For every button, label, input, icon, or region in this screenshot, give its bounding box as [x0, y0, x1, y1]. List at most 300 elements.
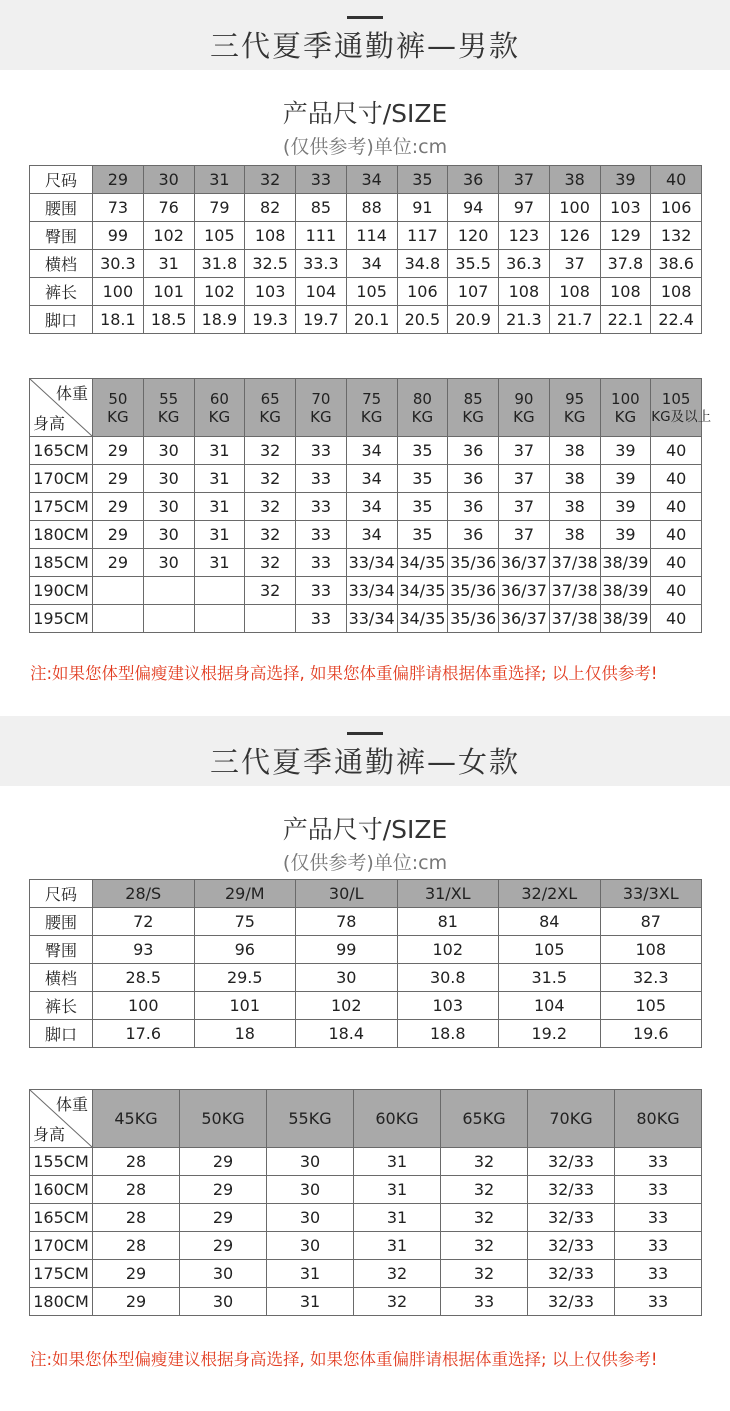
fit-size-cell: 32: [245, 465, 296, 493]
height-label-cell: 175CM: [30, 1260, 93, 1288]
height-label-cell: 170CM: [30, 465, 93, 493]
measure-value-cell: 73: [93, 194, 144, 222]
fit-size-cell: [194, 605, 245, 633]
measure-value-cell: 19.7: [296, 306, 347, 334]
measure-value-cell: 88: [346, 194, 397, 222]
measure-value-cell: 28.5: [93, 964, 195, 992]
fit-size-cell: 28: [93, 1204, 180, 1232]
men-banner: [0, 0, 730, 70]
measure-value-cell: 96: [194, 936, 296, 964]
fit-size-cell: 38: [549, 521, 600, 549]
fit-size-cell: 31: [194, 521, 245, 549]
fit-size-cell: 32: [441, 1176, 528, 1204]
fit-size-cell: 30: [267, 1176, 354, 1204]
fit-size-cell: 40: [651, 577, 702, 605]
measure-value-cell: 102: [194, 278, 245, 306]
measure-header-row: [30, 880, 702, 908]
weight-header-cell: [143, 379, 194, 437]
fit-size-cell: 37/38: [549, 549, 600, 577]
fit-size-cell: 32: [441, 1148, 528, 1176]
fit-size-cell: 32: [245, 493, 296, 521]
fit-row: [30, 493, 702, 521]
fit-size-cell: 33: [296, 437, 347, 465]
measure-value-cell: 19.2: [499, 1020, 601, 1048]
measure-value-cell: 87: [600, 908, 702, 936]
fit-size-cell: 33/34: [346, 549, 397, 577]
measure-row: [30, 992, 702, 1020]
fit-size-cell: 31: [194, 465, 245, 493]
fit-size-cell: [245, 605, 296, 633]
measure-value-cell: 32.5: [245, 250, 296, 278]
measure-value-cell: 105: [600, 992, 702, 1020]
measure-row: [30, 222, 702, 250]
size-header-cell: 35: [397, 166, 448, 194]
height-label-cell: 180CM: [30, 1288, 93, 1316]
fit-size-cell: 31: [354, 1148, 441, 1176]
measure-value-cell: 100: [93, 278, 144, 306]
measure-label-cell: 臀围: [30, 222, 93, 250]
measure-value-cell: 76: [143, 194, 194, 222]
weight-header-cell: [448, 379, 499, 437]
fit-size-cell: 32: [441, 1232, 528, 1260]
fit-size-cell: 35: [397, 465, 448, 493]
fit-size-cell: 40: [651, 493, 702, 521]
weight-unit: KG: [259, 407, 281, 426]
weight-unit: KG: [513, 407, 535, 426]
measure-value-cell: 104: [296, 278, 347, 306]
measure-value-cell: 123: [499, 222, 550, 250]
fit-size-cell: 36: [448, 465, 499, 493]
height-label-cell: 180CM: [30, 521, 93, 549]
measure-row: [30, 194, 702, 222]
fit-size-cell: 28: [93, 1176, 180, 1204]
fit-row: [30, 1232, 702, 1260]
men-size-title: 产品尺寸/SIZE: [282, 99, 448, 128]
men-measure-table: [29, 165, 702, 334]
size-header-cell: 32: [245, 166, 296, 194]
size-header-cell: 40: [651, 166, 702, 194]
measure-label-cell: 横档: [30, 964, 93, 992]
fit-size-cell: 33: [296, 493, 347, 521]
measure-label-cell: 腰围: [30, 908, 93, 936]
measure-value-cell: 100: [549, 194, 600, 222]
weight-unit: KG: [411, 407, 434, 426]
fit-row: [30, 1148, 702, 1176]
measure-value-cell: 18: [194, 1020, 296, 1048]
weight-value: 55: [159, 389, 179, 408]
fit-size-cell: 31: [194, 493, 245, 521]
size-header-cell: 29/M: [194, 880, 296, 908]
measure-value-cell: 18.5: [143, 306, 194, 334]
measure-value-cell: 105: [194, 222, 245, 250]
measure-value-cell: 37.8: [600, 250, 651, 278]
fit-size-cell: 37/38: [549, 605, 600, 633]
measure-row: [30, 908, 702, 936]
measure-value-cell: 32.3: [600, 964, 702, 992]
measure-value-cell: 36.3: [499, 250, 550, 278]
weight-header-cell: 50KG: [180, 1090, 267, 1148]
measure-value-cell: 75: [194, 908, 296, 936]
fit-size-cell: 33: [296, 605, 347, 633]
fit-row: [30, 1204, 702, 1232]
fit-size-cell: 38: [549, 493, 600, 521]
fit-size-cell: 36/37: [499, 605, 550, 633]
fit-size-cell: 33: [296, 549, 347, 577]
weight-header-cell: [549, 379, 600, 437]
fit-header-row: [30, 379, 702, 437]
measure-value-cell: 103: [245, 278, 296, 306]
weight-header-cell: [397, 379, 448, 437]
fit-size-cell: 38: [549, 437, 600, 465]
corner-weight-label: 体重: [55, 1095, 88, 1114]
corner-cell: [30, 1090, 93, 1148]
fit-size-cell: 32/33: [528, 1288, 615, 1316]
measure-value-cell: 31: [143, 250, 194, 278]
size-header-cell: 29: [93, 166, 144, 194]
fit-size-cell: 30: [143, 521, 194, 549]
weight-header-cell: 60KG: [354, 1090, 441, 1148]
weight-header-cell: 45KG: [93, 1090, 180, 1148]
fit-size-cell: 40: [651, 605, 702, 633]
fit-size-cell: 40: [651, 549, 702, 577]
fit-size-cell: 29: [93, 465, 144, 493]
measure-value-cell: 18.4: [296, 1020, 398, 1048]
women-fit-table: [29, 1089, 702, 1316]
measure-value-cell: 108: [600, 278, 651, 306]
fit-size-cell: 30: [143, 549, 194, 577]
height-label-cell: 185CM: [30, 549, 93, 577]
fit-size-cell: 34/35: [397, 577, 448, 605]
fit-row: [30, 1176, 702, 1204]
measure-value-cell: 79: [194, 194, 245, 222]
fit-size-cell: 32: [245, 521, 296, 549]
measure-label-cell: 裤长: [30, 992, 93, 1020]
measure-value-cell: 17.6: [93, 1020, 195, 1048]
fit-size-cell: 33: [296, 521, 347, 549]
measure-value-cell: 108: [600, 936, 702, 964]
fit-size-cell: 37: [499, 521, 550, 549]
measure-value-cell: 21.3: [499, 306, 550, 334]
fit-size-cell: 31: [354, 1176, 441, 1204]
fit-size-cell: 32: [441, 1260, 528, 1288]
weight-unit: KG: [208, 407, 231, 426]
men-section: [0, 0, 730, 70]
men-fit-table: [29, 378, 712, 633]
measure-value-cell: 99: [93, 222, 144, 250]
measure-value-cell: 97: [499, 194, 550, 222]
measure-value-cell: 30: [296, 964, 398, 992]
fit-size-cell: 32: [245, 549, 296, 577]
measure-value-cell: 31.5: [499, 964, 601, 992]
fit-size-cell: 37: [499, 437, 550, 465]
measure-value-cell: 19.3: [245, 306, 296, 334]
measure-value-cell: 108: [549, 278, 600, 306]
fit-size-cell: 38/39: [600, 605, 651, 633]
fit-size-cell: 40: [651, 465, 702, 493]
measure-value-cell: 30.8: [397, 964, 499, 992]
measure-value-cell: 93: [93, 936, 195, 964]
weight-value: 105: [661, 389, 691, 408]
measure-value-cell: 19.6: [600, 1020, 702, 1048]
fit-row: [30, 521, 702, 549]
corner-height-label: 身高: [33, 1125, 66, 1144]
banner-accent-bar: [347, 732, 383, 735]
measure-label-cell: 横档: [30, 250, 93, 278]
fit-size-cell: 33: [615, 1260, 702, 1288]
fit-size-cell: 33/34: [346, 577, 397, 605]
fit-size-cell: 29: [180, 1148, 267, 1176]
fit-size-cell: 29: [180, 1232, 267, 1260]
fit-size-cell: [194, 577, 245, 605]
women-section: [0, 716, 730, 786]
fit-size-cell: 39: [600, 521, 651, 549]
fit-row: [30, 577, 702, 605]
fit-size-cell: 39: [600, 437, 651, 465]
measure-value-cell: 18.9: [194, 306, 245, 334]
measure-value-cell: 105: [499, 936, 601, 964]
fit-size-cell: 34/35: [397, 605, 448, 633]
measure-value-cell: 30.3: [93, 250, 144, 278]
size-header-cell: 28/S: [93, 880, 195, 908]
size-header-cell: 33: [296, 166, 347, 194]
size-header-cell: 36: [448, 166, 499, 194]
measure-value-cell: 85: [296, 194, 347, 222]
fit-size-cell: 28: [93, 1148, 180, 1176]
fit-size-cell: 34: [346, 493, 397, 521]
women-banner-title: 三代夏季通勤裤—女款: [209, 745, 520, 779]
measure-value-cell: 82: [245, 194, 296, 222]
fit-size-cell: 29: [93, 521, 144, 549]
measure-value-cell: 114: [346, 222, 397, 250]
weight-value: 90: [514, 389, 534, 408]
measure-value-cell: 108: [499, 278, 550, 306]
measure-value-cell: 102: [143, 222, 194, 250]
fit-size-cell: 37/38: [549, 577, 600, 605]
fit-size-cell: 33/34: [346, 605, 397, 633]
measure-row: [30, 936, 702, 964]
measure-value-cell: 99: [296, 936, 398, 964]
size-header-cell: 31/XL: [397, 880, 499, 908]
fit-size-cell: 36: [448, 493, 499, 521]
fit-size-cell: 34: [346, 437, 397, 465]
fit-size-cell: 31: [354, 1232, 441, 1260]
weight-value: 100: [611, 389, 640, 408]
fit-size-cell: 30: [180, 1260, 267, 1288]
weight-unit: KG: [563, 407, 586, 426]
height-label-cell: 165CM: [30, 1204, 93, 1232]
fit-size-cell: 31: [194, 437, 245, 465]
fit-size-cell: 29: [93, 437, 144, 465]
measure-value-cell: 126: [549, 222, 600, 250]
measure-value-cell: 107: [448, 278, 499, 306]
fit-size-cell: 40: [651, 521, 702, 549]
fit-size-cell: 33: [296, 465, 347, 493]
fit-size-cell: 37: [499, 493, 550, 521]
size-header-cell: 32/2XL: [499, 880, 601, 908]
weight-header-cell: [651, 379, 712, 437]
fit-size-cell: 39: [600, 465, 651, 493]
size-header-cell: 30: [143, 166, 194, 194]
fit-size-cell: 36/37: [499, 577, 550, 605]
fit-size-cell: [143, 577, 194, 605]
size-header-cell: 39: [600, 166, 651, 194]
height-label-cell: 170CM: [30, 1232, 93, 1260]
weight-value: 50: [108, 389, 128, 408]
fit-size-cell: 39: [600, 493, 651, 521]
fit-header-row: [30, 1090, 702, 1148]
measure-value-cell: 132: [651, 222, 702, 250]
corner-weight-label: 体重: [55, 384, 88, 403]
women-size-subtitle: (仅供参考)单位:cm: [282, 852, 448, 874]
measure-value-cell: 35.5: [448, 250, 499, 278]
measure-value-cell: 29.5: [194, 964, 296, 992]
measure-value-cell: 18.1: [93, 306, 144, 334]
fit-size-cell: 30: [180, 1288, 267, 1316]
measure-row: [30, 306, 702, 334]
weight-unit: KG: [107, 407, 129, 426]
fit-size-cell: 32: [354, 1288, 441, 1316]
measure-value-cell: 38.6: [651, 250, 702, 278]
measure-value-cell: 81: [397, 908, 499, 936]
measure-value-cell: 34: [346, 250, 397, 278]
measure-value-cell: 111: [296, 222, 347, 250]
men-note: 注:如果您体型偏瘦建议根据身高选择, 如果您体重偏胖请根据体重选择; 以上仅供参考!: [30, 664, 658, 683]
women-measure-table: [29, 879, 702, 1048]
measure-value-cell: 102: [296, 992, 398, 1020]
weight-header-cell: 70KG: [528, 1090, 615, 1148]
fit-size-cell: 28: [93, 1232, 180, 1260]
fit-size-cell: 32: [441, 1204, 528, 1232]
banner-accent-bar: [347, 16, 383, 19]
fit-size-cell: 29: [180, 1204, 267, 1232]
weight-value: 70: [311, 389, 331, 408]
measure-value-cell: 78: [296, 908, 398, 936]
fit-size-cell: 32: [245, 577, 296, 605]
measure-value-cell: 106: [397, 278, 448, 306]
measure-row: [30, 250, 702, 278]
fit-size-cell: 30: [143, 493, 194, 521]
measure-value-cell: 104: [499, 992, 601, 1020]
fit-size-cell: 40: [651, 437, 702, 465]
fit-size-cell: 31: [194, 549, 245, 577]
women-banner: [0, 716, 730, 786]
fit-size-cell: 30: [143, 437, 194, 465]
weight-unit: KG: [360, 407, 383, 426]
fit-size-cell: 34: [346, 465, 397, 493]
height-label-cell: 195CM: [30, 605, 93, 633]
measure-value-cell: 120: [448, 222, 499, 250]
measure-value-cell: 84: [499, 908, 601, 936]
fit-size-cell: 35/36: [448, 577, 499, 605]
measure-value-cell: 37: [549, 250, 600, 278]
corner-height-label: 身高: [33, 414, 66, 433]
weight-unit: KG及以上: [651, 408, 712, 425]
measure-value-cell: 106: [651, 194, 702, 222]
measure-value-cell: 18.8: [397, 1020, 499, 1048]
weight-header-cell: [194, 379, 245, 437]
measure-value-cell: 108: [651, 278, 702, 306]
fit-size-cell: 33: [615, 1204, 702, 1232]
measure-label-cell: 裤长: [30, 278, 93, 306]
fit-size-cell: 33: [296, 577, 347, 605]
measure-row: [30, 964, 702, 992]
fit-size-cell: 32/33: [528, 1148, 615, 1176]
weight-header-cell: 65KG: [441, 1090, 528, 1148]
fit-size-cell: 38/39: [600, 549, 651, 577]
weight-unit: KG: [157, 407, 180, 426]
fit-size-cell: 30: [267, 1232, 354, 1260]
fit-size-cell: 33: [441, 1288, 528, 1316]
measure-label-cell: 脚口: [30, 1020, 93, 1048]
measure-value-cell: 101: [194, 992, 296, 1020]
fit-size-cell: 37: [499, 465, 550, 493]
fit-size-cell: 32/33: [528, 1232, 615, 1260]
measure-label-cell: 脚口: [30, 306, 93, 334]
fit-size-cell: 31: [267, 1260, 354, 1288]
measure-value-cell: 101: [143, 278, 194, 306]
fit-size-cell: 38/39: [600, 577, 651, 605]
fit-size-cell: 29: [93, 493, 144, 521]
measure-value-cell: 117: [397, 222, 448, 250]
measure-value-cell: 72: [93, 908, 195, 936]
measure-value-cell: 20.5: [397, 306, 448, 334]
measure-value-cell: 103: [397, 992, 499, 1020]
weight-value: 85: [463, 389, 483, 408]
men-banner-title: 三代夏季通勤裤—男款: [209, 29, 520, 63]
measure-value-cell: 20.1: [346, 306, 397, 334]
height-label-cell: 155CM: [30, 1148, 93, 1176]
fit-size-cell: 29: [93, 1260, 180, 1288]
measure-label-cell: 臀围: [30, 936, 93, 964]
size-header-cell: 33/3XL: [600, 880, 702, 908]
weight-header-cell: [296, 379, 347, 437]
fit-size-cell: 29: [93, 549, 144, 577]
measure-value-cell: 33.3: [296, 250, 347, 278]
measure-row: [30, 278, 702, 306]
measure-value-cell: 103: [600, 194, 651, 222]
women-size-title: 产品尺寸/SIZE: [282, 815, 448, 844]
fit-size-cell: 34/35: [397, 549, 448, 577]
fit-size-cell: 36/37: [499, 549, 550, 577]
measure-value-cell: 21.7: [549, 306, 600, 334]
fit-size-cell: 32/33: [528, 1176, 615, 1204]
height-label-cell: 160CM: [30, 1176, 93, 1204]
weight-value: 95: [565, 389, 585, 408]
measure-row: [30, 1020, 702, 1048]
fit-size-cell: 29: [180, 1176, 267, 1204]
fit-size-cell: 31: [354, 1204, 441, 1232]
fit-size-cell: 33: [615, 1176, 702, 1204]
height-label-cell: 190CM: [30, 577, 93, 605]
weight-unit: KG: [310, 407, 332, 426]
fit-row: [30, 1260, 702, 1288]
size-header-cell: 30/L: [296, 880, 398, 908]
measure-value-cell: 108: [245, 222, 296, 250]
measure-value-cell: 129: [600, 222, 651, 250]
weight-header-cell: 55KG: [267, 1090, 354, 1148]
fit-size-cell: 32/33: [528, 1260, 615, 1288]
height-label-cell: 165CM: [30, 437, 93, 465]
fit-size-cell: 29: [93, 1288, 180, 1316]
fit-size-cell: 33: [615, 1148, 702, 1176]
fit-size-cell: [143, 605, 194, 633]
fit-size-cell: 32: [245, 437, 296, 465]
corner-cell: [30, 379, 93, 437]
fit-size-cell: 32: [354, 1260, 441, 1288]
measure-value-cell: 105: [346, 278, 397, 306]
measure-value-cell: 22.1: [600, 306, 651, 334]
size-label-cell: 尺码: [30, 166, 93, 194]
